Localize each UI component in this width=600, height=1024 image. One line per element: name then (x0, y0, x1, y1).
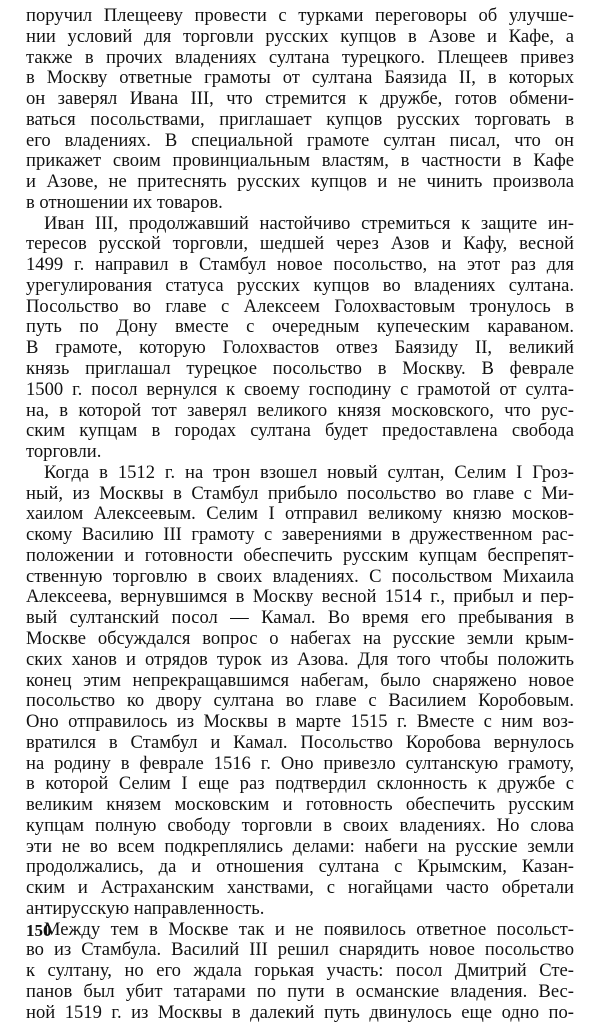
text-line: его владениях. В специальной грамоте султан писал, что он (26, 130, 574, 151)
text-line: ной 1519 г. из Москвы в далекий путь двинулось еще одно по- (26, 1002, 574, 1023)
text-line: Москве обсуждался вопрос о набегах на русские земли крым- (26, 628, 574, 649)
text-line: на родину в феврале 1516 г. Оно привезло султанскую грамоту, (26, 753, 574, 774)
text-line: положении и готовности обеспечить русским купцам беспрепят- (26, 545, 574, 566)
text-line: Посольство во главе с Алексеем Голохвастовым тронулось в (26, 296, 574, 317)
text-line: Оно отправилось из Москвы в марте 1515 г. Вместе с ним воз- (26, 712, 574, 733)
text-line: конец этим непрекращавшимся набегам, было снаряжено новое (26, 670, 574, 691)
text-line: 1499 г. направил в Стамбул новое посольство, на этот раз для (26, 255, 574, 276)
text-line: посольство ко двору султана во главе с Василием Коробовым. (26, 691, 574, 712)
text-line: вратился в Стамбул и Камал. Посольство Коробова вернулось (26, 732, 574, 753)
text-line: продолжались, да и отношения султана с Крымским, Казан- (26, 857, 574, 878)
text-line: нии условий для торговли русских купцов в Азове и Кафе, а (26, 26, 574, 47)
text-line: Алексеева, вернувшимся в Москву весной 1514 г., прибыл и пер- (26, 587, 574, 608)
text-line: торговли. (26, 442, 102, 463)
paragraph (26, 6, 574, 214)
page-number: 150 (26, 921, 52, 940)
text-line: ских ханов и отрядов турок из Азова. Для того чтобы положить (26, 649, 574, 670)
text-line: прикажет своим провинциальным властям, в частности в Кафе (26, 151, 574, 172)
text-line: вый султанский посол — Камал. Во время его пребывания в (26, 608, 574, 629)
text-line: ваться посольствами, приглашает купцов русских торговать в (26, 109, 574, 130)
paragraph (26, 463, 574, 920)
paragraph (26, 920, 574, 1024)
text-line: в отношении их товаров. (26, 192, 223, 213)
text-line: князь приглашал турецкое посольство в Москву. В феврале (26, 359, 574, 380)
text-line: скому Василию III грамоту с заверениями в дружественном рас- (26, 525, 574, 546)
text-line: в которой Селим I еще раз подтвердил склонность к дружбе с (26, 774, 574, 795)
text-line: урегулирования статуса русских купцов во владениях султана. (26, 275, 574, 296)
text-line: Между тем в Москве так и не появилось ответное посольст- (44, 919, 574, 940)
text-line: он заверял Ивана III, что стремится к дружбе, готов обмени- (26, 89, 574, 110)
text-line: ственную торговлю в своих владениях. С посольством Михаила (26, 566, 574, 587)
text-line: тересов русской торговли, шедшей через Азов и Кафу, весной (26, 234, 574, 255)
text-line: к султану, но его ждала горькая участь: посол Дмитрий Сте- (26, 961, 574, 982)
text-line: ный, из Москвы в Стамбул прибыло посольство во главе с Ми- (26, 483, 574, 504)
page-text (26, 6, 574, 1024)
text-line: 1500 г. посол вернулся к своему господину с грамотой от султа- (26, 379, 574, 400)
text-line: также в прочих владениях султана турецкого. Плещеев привез (26, 47, 574, 68)
text-line: и Азове, не притеснять русских купцов и не чинить произвола (26, 172, 574, 193)
text-line: Иван III, продолжавший настойчиво стремиться к защите ин- (44, 213, 574, 234)
text-line: на, в которой тот заверял великого князя московского, что рус- (26, 400, 574, 421)
text-line: во из Стамбула. Василий III решил снарядить новое посольство (26, 940, 574, 961)
text-line: панов был убит татарами по пути в османские владения. Вес- (26, 981, 574, 1002)
text-line: путь по Дону вместе с очередным купеческим караваном. (26, 317, 574, 338)
text-line: ским купцам в городах султана будет предоставлена свобода (26, 421, 574, 442)
text-line: Когда в 1512 г. на трон взошел новый султан, Селим I Гроз- (44, 462, 574, 483)
text-line: поручил Плещееву провести с турками переговоры об улучше- (26, 6, 574, 26)
text-line: В грамоте, которую Голохвастов отвез Баязиду II, великий (26, 338, 574, 359)
text-line: антирусскую направленность. (26, 898, 265, 919)
text-line: ским и Астраханским ханствами, с ногайцами часто обретали (26, 878, 574, 899)
text-line: купцам полную свободу торговли в своих владениях. Но слова (26, 815, 574, 836)
text-line: в Москву ответные грамоты от султана Баязида II, в которых (26, 68, 574, 89)
text-line: великим князем московским и готовность обеспечить русским (26, 795, 574, 816)
text-line: эти не во всем подкреплялись делами: набеги на русские земли (26, 836, 574, 857)
text-line: хаилом Алексеевым. Селим I отправил великому князю москов- (26, 504, 574, 525)
paragraph (26, 214, 574, 463)
